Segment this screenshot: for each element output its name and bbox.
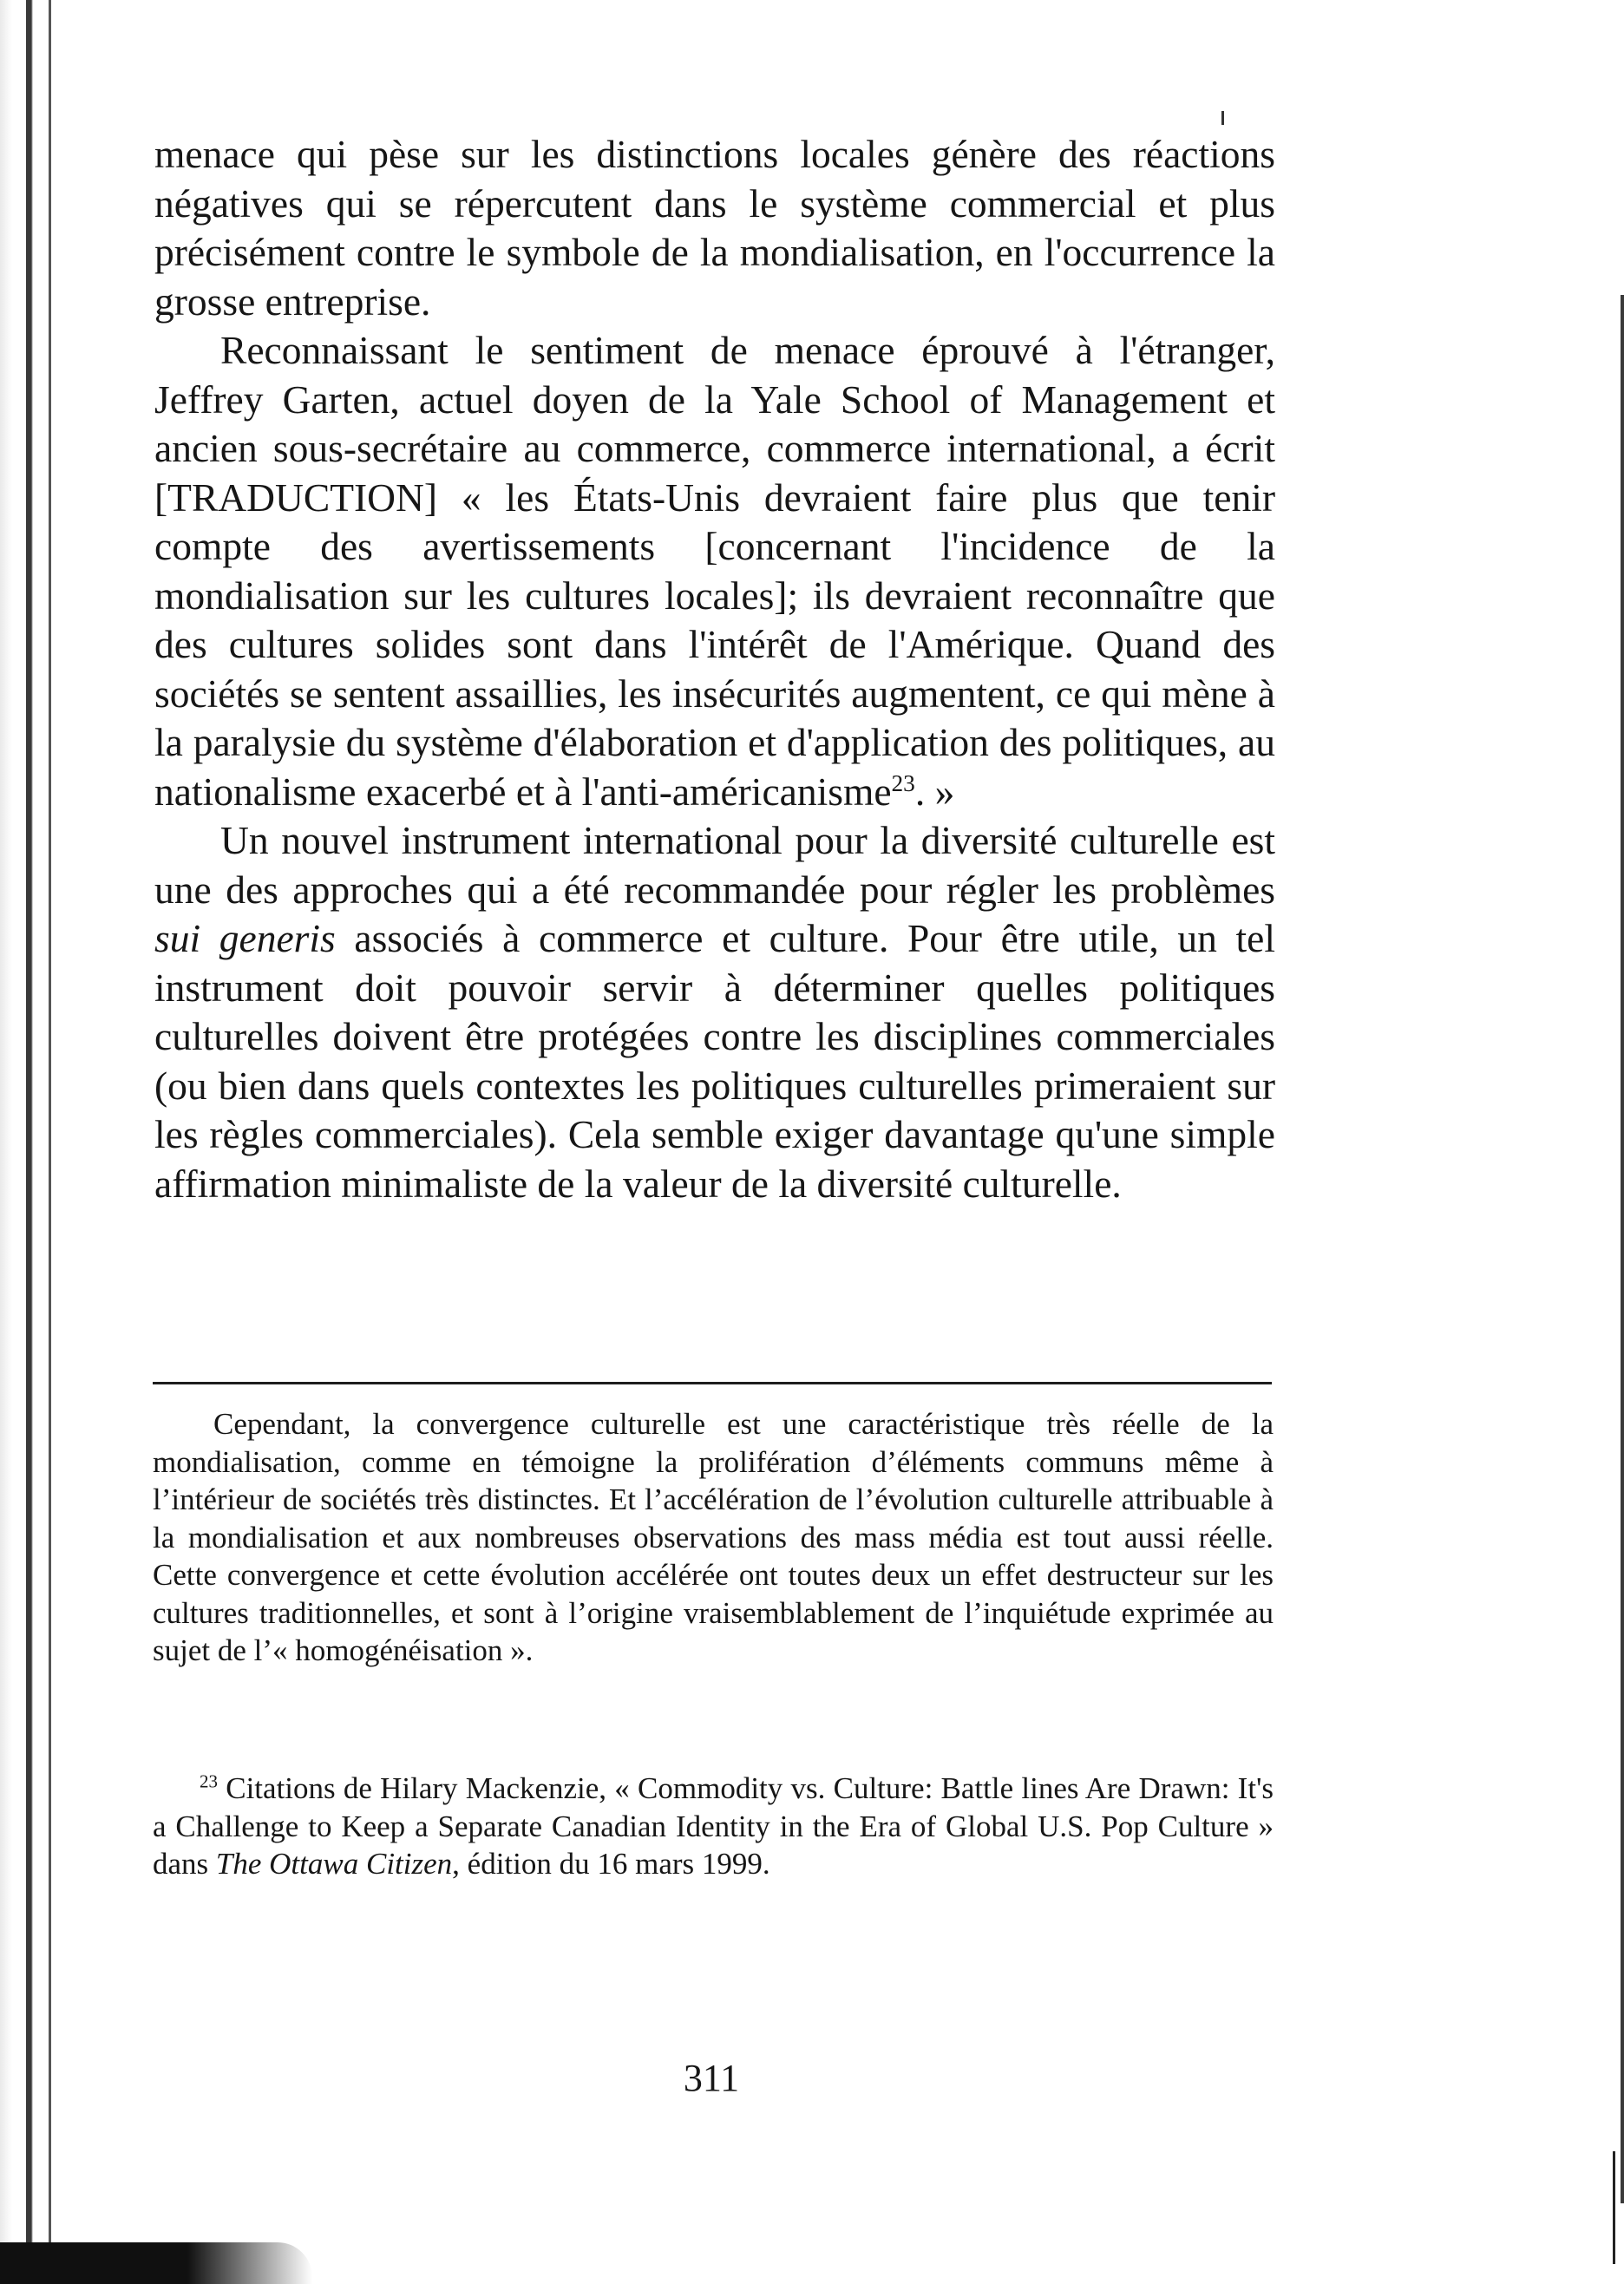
paragraph-garten <box>154 326 1275 816</box>
paragraph-continued <box>154 130 1275 326</box>
footnote-ref: 23 <box>891 769 915 796</box>
paragraph-text: Reconnaissant le sentiment de menace éprouvé à l'étranger, Jeffrey Garten, actuel doyen de la Yale School of Management et ancien sous-secrétaire au commerce, commerce international, a écrit [TRADUCTION] « les États-Unis devraient faire plus que tenir compte des avertissements [concernant l'incidence de la mondialisation sur les cultures locales]; ils devraient reconnaître que des cultures solides sont dans l'intérêt de l'Amérique. Quand des sociétés se sentent assaillies, les insécurités augmentent, ce qui mène à la paralysie du système d'élaboration et d'application des politiques, au nationalisme exacerbé et à l'anti-américanisme <box>154 328 1275 814</box>
footnote-continued: Cependant, la convergence culturelle est une caractéristique très réelle de la mondialisation, comme en témoigne la prolifération d’éléments communs même à l’intérieur de sociétés très distinctes. Et l’accélération de l’évolution culturelle attribuable à la mondialisation et aux nombreuses observations des mass média est tout aussi réelle. Cette convergence et cette évolution accélérée ont toutes deux un effet destructeur sur les cultures traditionnelles, et sont à l’origine vraisemblablement de l’inquiétude exprimée au sujet de l’« homogénéisation ». <box>153 1407 1274 1667</box>
paragraph-text: associés à commerce et culture. Pour être utile, un tel instrument doit pouvoir servir à déterminer quelles politiques culturelles doivent être protégées contre les disciplines commerciales (ou bien dans quels contextes les politiques culturelles primeraient sur les règles commerciales). Cela semble exiger davantage qu'une simple affirmation minimaliste de la valeur de la diversité culturelle. <box>154 916 1276 1206</box>
footnote-text: , édition du 16 mars 1999. <box>452 1847 770 1881</box>
footnote-source: The Ottawa Citizen <box>215 1847 453 1881</box>
page-edge-mark <box>1613 2151 1615 2264</box>
binding-line <box>49 0 51 2284</box>
footnote-separator <box>153 1382 1272 1384</box>
paragraph-text: Un nouvel instrument international pour la diversité culturelle est une des approches qui a été recommandée pour régler les problèmes <box>154 818 1275 912</box>
quote-end: . » <box>914 769 955 814</box>
body-text <box>154 130 1275 1208</box>
page-edge <box>1621 295 1624 2203</box>
italic-term: sui generis <box>154 916 336 960</box>
scan-shadow <box>0 2242 312 2284</box>
page-number: 311 <box>683 2057 740 2099</box>
footnote-number: 23 <box>200 1770 218 1792</box>
binding-edge <box>0 0 61 2284</box>
paragraph-text: menace qui pèse sur les distinctions locales génère des réactions négatives qui se répercutent dans le système commercial et plus précisément contre le symbole de la mondialisation, en l'occurrence la grosse entreprise. <box>154 132 1275 324</box>
footnote-23 <box>153 1770 1274 1883</box>
paragraph-instrument <box>154 816 1275 1208</box>
scan-mark <box>1221 111 1224 125</box>
footnote-text: Citations de Hilary Mackenzie, « Commodity vs. Culture: Battle lines Are Drawn: It's a Challenge to Keep a Separate Canadian Identity in the Era of Global U.S. Pop Culture » dans <box>153 1771 1274 1881</box>
